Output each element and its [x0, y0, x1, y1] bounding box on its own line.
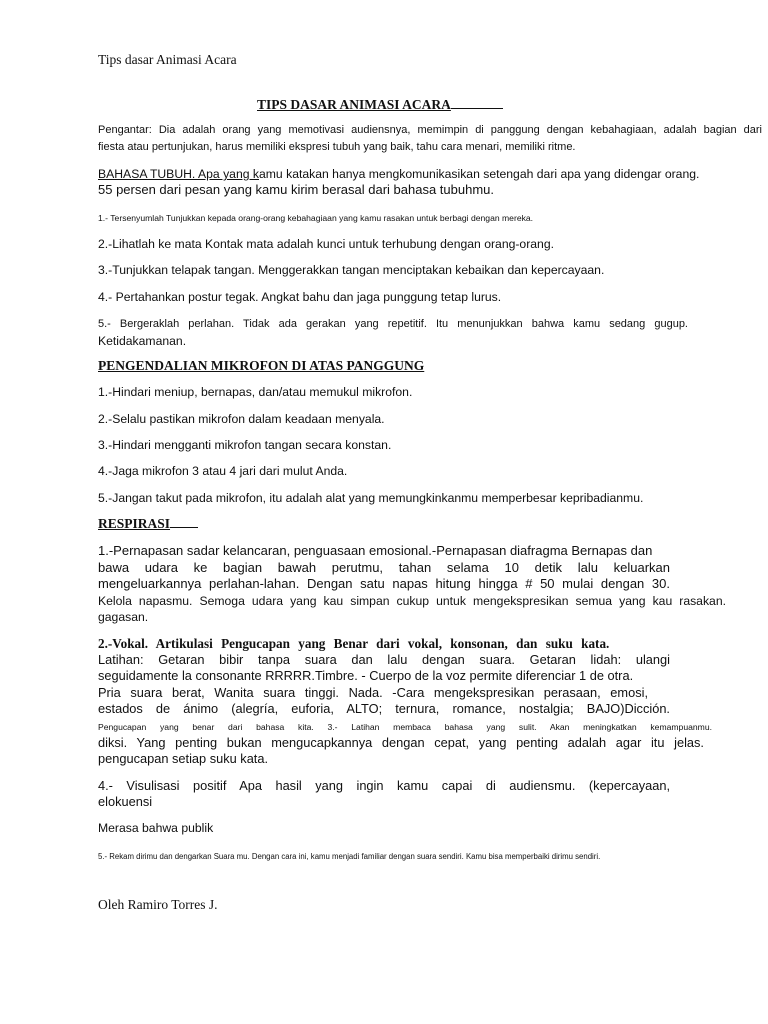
intro-line: fiesta atau pertunjukan, harus memiliki ekspresi tubuh yang baik, tahu cara menari, memiliki ritme.	[98, 141, 576, 153]
intro-line: Pengantar: Dia adalah orang yang memotivasi audiensnya, memimpin di panggung dengan kebahagiaan, adalah bagian dari	[98, 124, 762, 136]
paragraph-heading: 2.-Vokal. Artikulasi Pengucapan yang Benar dari vokal, konsonan, dan suku kata.	[98, 636, 610, 651]
respiration-small-line	[98, 719, 712, 736]
document-title-text: TIPS DASAR ANIMASI ACARA	[257, 97, 451, 112]
title-underline-trail	[451, 98, 503, 109]
respiration-paragraph-5: 5.- Rekam dirimu dan dengarkan Suara mu. Dengan cara ini, kamu menjadi familiar dengan suara sendiri. Kamu bisa memperbaiki dirimu sendiri.	[98, 852, 601, 861]
respiration-paragraph-1b	[98, 593, 726, 625]
list-item: 2.-Selalu pastikan mikrofon dalam keadaan menyala.	[98, 412, 385, 426]
paragraph-line: estados de ánimo (alegría, euforia, ALTO; ternura, romance, nostalgia; BAJO)Dicción.	[98, 700, 670, 716]
list-item: 4.- Pertahankan postur tegak. Angkat bahu dan jaga punggung tetap lurus.	[98, 290, 502, 304]
section-heading-respiration-text: RESPIRASI	[98, 516, 171, 531]
paragraph-line: elokuensi	[98, 794, 153, 810]
respiration-paragraph-4	[98, 778, 670, 811]
body-language-stat: 55 persen dari pesan yang kamu kirim berasal dari bahasa tubuhmu.	[98, 182, 495, 197]
list-item: 3.-Tunjukkan telapak tangan. Menggerakkan tangan menciptakan kebaikan dan kepercayaan.	[98, 263, 605, 277]
paragraph-line: Pengucapan yang benar dari bahasa kita. 3.- Latihan membaca bahasa yang sulit. Akan meningkatkan kemampuanmu.	[98, 722, 712, 732]
paragraph-line: 4.- Visulisasi positif Apa hasil yang ingin kamu capai di audiensmu. (kepercayaan,	[98, 778, 670, 793]
respiration-paragraph-2-tail	[98, 735, 704, 768]
heading-underline-trail	[170, 517, 198, 528]
document-title	[257, 97, 503, 113]
list-item-line: Ketidakamanan.	[98, 334, 187, 348]
list-item: 1.- Tersenyumlah Tunjukkan kepada orang-orang kebahagiaan yang kamu rasakan untuk berbagi dengan mereka.	[98, 213, 534, 223]
list-item: 1.-Hindari meniup, bernapas, dan/atau memukul mikrofon.	[98, 385, 413, 399]
paragraph-line: diksi. Yang penting bukan mengucapkannya dengan cepat, yang penting adalah agar itu jelas.	[98, 735, 704, 750]
body-language-intro	[98, 166, 762, 198]
list-item: 3.-Hindari mengganti mikrofon tangan secara konstan.	[98, 438, 392, 452]
respiration-paragraph-4-extra: Merasa bahwa publik	[98, 821, 214, 835]
list-item: 2.-Lihatlah ke mata Kontak mata adalah kunci untuk terhubung dengan orang-orang.	[98, 237, 554, 251]
list-item	[98, 316, 688, 350]
paragraph-line: Kelola napasmu. Semoga udara yang kau simpan cukup untuk mengekspresikan semua yang kau rasakan.	[98, 594, 726, 608]
body-language-label: BAHASA TUBUH. Apa yang k	[98, 167, 259, 181]
intro-paragraph	[98, 122, 762, 156]
section-heading-respiration	[98, 516, 198, 532]
respiration-paragraph-2	[98, 652, 670, 717]
body-language-intro-text: amu katakan hanya mengkomunikasikan setengah dari apa yang didengar orang.	[259, 167, 700, 181]
paragraph-line: pengucapan setiap suku kata.	[98, 751, 269, 767]
respiration-paragraph-2-heading	[98, 635, 628, 652]
author-signature: Oleh Ramiro Torres J.	[98, 897, 218, 912]
paragraph-line: Pria suara berat, Wanita suara tinggi. Nada. -Cara mengekspresikan perasaan, emosi,	[98, 684, 648, 700]
paragraph-line: seguidamente la consonante RRRRR.Timbre. - Cuerpo de la voz permite diferenciar 1 de otra.	[98, 668, 634, 684]
running-header: Tips dasar Animasi Acara	[98, 52, 237, 67]
paragraph-line: bawa udara ke bagian bawah perutmu, tahan selama 10 detik lalu keluarkan	[98, 559, 670, 575]
list-item-line: 5.- Bergeraklah perlahan. Tidak ada gerakan yang repetitif. Itu menunjukkan bahwa kamu sedang gugup.	[98, 318, 688, 330]
section-heading-microphone: PENGENDALIAN MIKROFON DI ATAS PANGGUNG	[98, 358, 425, 373]
paragraph-line: 1.-Pernapasan sadar kelancaran, penguasaan emosional.-Pernapasan diafragma Bernapas dan	[98, 543, 653, 558]
respiration-paragraph-1	[98, 543, 670, 593]
paragraph-line: gagasan.	[98, 610, 149, 624]
list-item: 4.-Jaga mikrofon 3 atau 4 jari dari mulut Anda.	[98, 464, 348, 478]
paragraph-line: Latihan: Getaran bibir tanpa suara dan lalu dengan suara. Getaran lidah: ulangi	[98, 652, 670, 667]
list-item: 5.-Jangan takut pada mikrofon, itu adalah alat yang memungkinkanmu memperbesar kepribadianmu.	[98, 491, 644, 505]
paragraph-line: mengeluarkannya perlahan-lahan. Dengan satu napas hitung hingga # 50 mulai dengan 30.	[98, 576, 670, 591]
